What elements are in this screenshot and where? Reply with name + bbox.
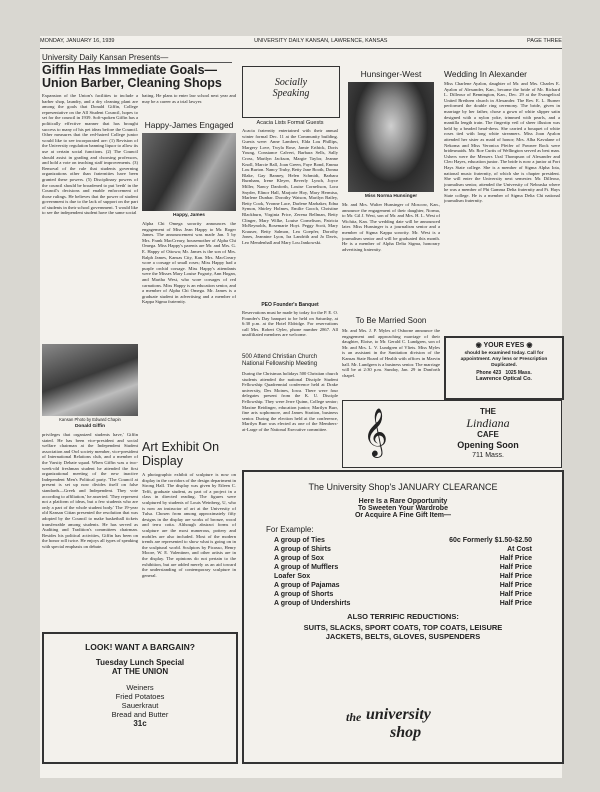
header-paper: UNIVERSITY DAILY KANSAN, LAWRENCE, KANSAS (254, 38, 388, 44)
header-page: PAGE THREE (527, 38, 562, 44)
lindiana-opening: Opening Soon (457, 440, 519, 450)
presents-banner: University Daily Kansan Presents— (42, 53, 232, 63)
clearance-ad (242, 470, 564, 764)
clearance-sub3: Or Acquire A Fine Gift Item— (354, 512, 452, 519)
hunsinger-headline: Hunsinger-West (360, 69, 422, 79)
newspaper-page (40, 36, 562, 778)
clearance-reductions-2: JACKETS, BELTS, GLOVES, SUSPENDERS (325, 632, 481, 641)
clearance-title: The University Shop's JANUARY CLEARANCE (308, 482, 498, 492)
page-header (40, 38, 562, 49)
bargain-price: 31c (133, 719, 147, 728)
clearance-item: A group of Ties 60c Formerly $1.50-$2.50 (274, 537, 532, 544)
clearance-also: ALSO TERRIFIC REDUCTIONS: (347, 612, 459, 621)
eyes-line4: Lawrence Optical Co. (476, 376, 532, 383)
bargain-item-4: Bread and Butter (111, 710, 169, 719)
eyes-ad (444, 336, 564, 400)
hunsinger-caption: Miss Norma Hunsinger (364, 194, 418, 199)
logo-shop: shop (390, 724, 422, 741)
lindiana-cafe: CAFE (477, 430, 499, 439)
art-headline: Art Exhibit On Display (142, 440, 220, 468)
eyes-title: ◉ YOUR EYES ◉ (475, 342, 533, 349)
logo-the: the (346, 710, 362, 724)
society-body1: Acacia fraternity entertained with their annual winter formal Dec. 11 at the Community building. Guests were: Anne Lambert, Elda Lou Phillips, Margery Love, Twyla Rose, Jamie Erthick, Doris Young, Constance Calvert, Barbara Sells, Sally Cross, Marilyn Jackson, Margie Taylor, Jeanne Knoll, Marcie Ball, Joan Green, Faye Bond, Emma Lou Burton. Nancy Truby, Betty Jane Booth, Donna Blake, Gay Banney, Helen Schmidt, Barbara Burnham, Irene Kleyer, Beverly Lynch, Joyce Miller, Nancy Danforth, Louise Cornelison, Lora Snyder, Elinor Hall, Marjorie Hoy, Mary Hermisa, Marlene Dunbar. Dorothy Watson, Marilyn Bailey, Betty Cook, Yvonne Lace, Darlene Marbaker, Edna Symon, Shirley Holmes, Emilie Gooch, Christine Blackburn, Virginia Price, Zerena Bellman, Betty Clinger, Mary Wilke, Louise Cornelison, Patricia McReynolds, Rosemarie Hoyt. Peggy Scott, Mary Krauser, Betty Salmon, Lea Goepfer, Dorothy Jones, Jeannine Lyon, Ira Landrith and Jo Davis, Leo Mendenhall and Mary Lou Jankowski. (242, 128, 338, 245)
happy-caption: Happy, James (173, 213, 205, 218)
clearance-item: A group of Mufflers Half Price (274, 564, 532, 571)
bargain-ad (42, 632, 238, 764)
lindiana-address: 711 Mass. (472, 452, 504, 459)
eye-icon-right: ◉ (526, 342, 533, 349)
clearance-example: For Example: (266, 525, 314, 534)
clearance-reductions-1: SUITS, SLACKS, SPORT COATS, TOP COATS, LEISURE (303, 623, 503, 632)
lindiana-name: Lindiana (466, 416, 510, 430)
society-title-1: Socially (274, 77, 308, 88)
married-headline: To Be Married Soon (355, 316, 427, 325)
art-body: A photographic exhibit of sculpture is now on display in the corridors of the design department in Strong Hall. The display was given by Eileen C. Tefft, graduate student, as part of a project in a class in directed reading. The figures were sculptured by students of Louis Weinberg, U, who is now an instructor of art at the University of Tulsa. Chosen from among approximately fifty designs in the display are works of bronze, wood and terra cotta. Although abstract forms of sculpture are the most numerous, pottery and mobiles are also included. Most of the modern trends are represented to show what is going on in the sculptural world. Sculptors by Picasso, Henry Moore, W. E. Valentiner, and other artists are in the display. The opinions do not pertain to the exhibition, but are added merely as an aid toward the understanding of contemporary sculpture in general. (142, 472, 236, 578)
hunsinger-photo (348, 82, 434, 192)
clearance-sub1: Here Is a Rare Opportunity (358, 498, 448, 505)
bargain-sub2: AT THE UNION (111, 667, 169, 676)
eyes-line1: should be examined today. Call for appointment. Any lens or Prescription Duplicated. (460, 351, 548, 368)
happy-body-top: bating. He plans to enter law school next year and may be a career as a trial lawyer. (142, 93, 236, 104)
giffin-headline: Giffin Has Immediate Goals—Union Barber, Cleaning Shops (42, 63, 222, 90)
eye-icon: ◉ (475, 342, 482, 349)
music-clef-icon: 𝄞 (363, 410, 388, 456)
university-shop-logo (344, 704, 462, 750)
clearance-sub2: To Sweeten Your Wardrobe (358, 505, 448, 512)
married-body: Mr. and Mrs. J. P. Myles of Osborne announce the engagement and approaching marriage of their daughter, Eloise, to Mr. Gerald C. Lundgren, son of Mr. and Mrs. L. V. Lundgren of Vliets. Miss Myles is an assistant in the Sanitation division of the Kansas State Board of Health with offices in Marvin hall. Mr. Lundgren is a business senior. The marriage will be at 2:30 p.m. Sunday, Jan. 29 in Danforth chapel. (342, 328, 440, 378)
clearance-item: A group of Sox Half Price (274, 555, 532, 562)
giffin-body-2: privileges that organized students have,' Giffin stated. He has been vice-president and social welfare chairman at the Independent Student association and Owl society member, vice-president of International Relations club, and a member of the Varsity Debate squad. When Giffin was a two-week-old freshman student he attended the first organizational meeting of the new inactive Independent Men's Political party. 'The Council at present is set up now divides itself on false standards—Greek and Independent. They vote according to affiliation,' he asserted. 'They represent not a platform of ideas, but a few students who are only a part of the whole student body.' The 19-year old Kansan Citian presented the resolution that was adopted by the Council to make basketball tickets transferrable among students. He has served as Auditing and Tradition's committees chairman. Besides his political activities, Giffin has been on the honor roll twice. He enjoys all types of speaking with special emphasis on debate. (42, 432, 138, 549)
happy-headline: Happy-James Engaged (144, 120, 234, 130)
giffin-photo (42, 344, 138, 416)
wedding-body: Miss Charlene Ayalon, daughter of Mr. and Mrs. Charles E. Ayalon of Alexander, Kan., became the bride of Mr. Richard L. Dilleour of Bennington, Kan., Dec. 29 at the Evangelical United Brethren church in Alexander. The Rev. E. L. Burner performed the double ring ceremony. The bride, given in marriage by her father, chose a gown of white slipper satin designed with a nylon yoke, trimmed with pearls, and a mantilla length train. The fingertip veil of sheer illusion was held by a beaded head-dress. She carried a bouquet of white roses tied with long white streamers. Miss Joan Ayalon attended her sister as maid of honor; Mrs. Alba Kavalane of Nekoma and Miss Veronica Pfeifer of Pawnee Rock were bridesmaids. Mr. Roe Curtis of Wellington served as best man. Ushers were the Messers Ural Thompson of Alexander and Cleo Hayes, education junior. The bride is now a junior at Fort Hays State college. She is a member of Sigma Alpha Iota, national music fraternity, of which she is chapter president. She will enter the University next semester. Mr. Dilleour, journalism senior, attended the University of Nebraska where he was a member of Phi Gamma Delta fraternity and Ft. Hays State college. He is a member of Sigma Delta Chi national journalism fraternity. (444, 81, 560, 204)
clearance-item: A group of Shirts At Cost (274, 546, 532, 553)
society-sub3: 500 Attend Christian Church National Fellowship Meeting (242, 354, 318, 367)
giffin-photo-credit: Kansan Photo by Edward Chapin (59, 417, 121, 422)
bargain-item-2: Fried Potatoes (115, 692, 165, 701)
bargain-item-1: Weiners (126, 683, 154, 692)
eyes-line2: Phone 423 1025 Mass. (476, 370, 532, 377)
bargain-sub1: Tuesday Lunch Special (95, 658, 185, 667)
society-sub1: Acacia Lists Formal Guests (256, 120, 324, 126)
society-masthead (242, 66, 340, 118)
giffin-photo-name: Donald Giffin (74, 424, 106, 429)
clearance-item: A group of Pajamas Half Price (274, 582, 532, 589)
clearance-items (274, 536, 532, 608)
header-date: MONDAY, JANUARY 16, 1939 (40, 38, 115, 44)
happy-body: Alpha Chi Omega sorority announces the engagement of Miss Jean Happy to Mr. Roger James. The announcement was made Jan. 5 by Mrs. Frank MacCreary, housemother of Alpha Chi Omega. Miss Happy's parents are Mr. and Mrs. G. E. Happy of Ottowa; Mr. James is the son of Mrs. Ralph James, Kansas City, Kan. Mrs. MacCreary wore a corsage of small roses; Miss Happy had a purple orchid corsage. Miss Happy's attendants were the Misses Mary Louise Fogarty, Ann Hogan, and Martha West, who wore corsages of red carnations. Miss Happy is an education senior, and a member of Alpha Chi Omega. Mr. James is a graduate student in advertising and a member of Kappa Sigma fraternity. (142, 221, 236, 305)
bargain-item-3: Sauerkraut (121, 701, 159, 710)
society-sub2: PEO Founder's Banquet (261, 302, 319, 308)
bargain-title: LOOK! WANT A BARGAIN? (85, 642, 195, 652)
lindiana-ad (342, 400, 562, 468)
logo-university: university (366, 706, 431, 723)
lindiana-the: THE (480, 407, 496, 416)
hunsinger-body: Mr. and Mrs. Walter Hunsinger of Moscow, Kan., announce the engagement of their daughter, Norma, to Mr. Gil J. West, son of Mr. and Mrs. H. L. West of Wichita, Kan. The wedding date will be announced later. Miss Hunsinger is a journalism senior and a member of Sigma Kappa sorority. Mr. West is a journalism senior and will be graduated this month. He is a member of Alpha Delta Sigma, honorary advertising fraternity. (342, 202, 440, 252)
clearance-item: Loafer Sox Half Price (274, 573, 532, 580)
society-body2: Reservations must be made by today for the P. E. O. Founder's Day banquet to be held on Saturday, at 6:30 p.m. at the Hotel Eldridge. For reservations call Mrs. Robert Oyler, phone number 2867. All unaffiliated members are welcome. (242, 310, 338, 338)
society-body3: During the Christmas holidays 500 Christian church students attended the national Disciple Student Fellowship Quadrennial conference held at Drake university, Des Moines, Iowa. There were four delegates present from the K. U. Disciple Fellowship. They were Jerre Quinn, College senior; Maxine Reidinger, education junior; Marilyn Burr, fine arts sophomore, and James Stratton, business senior. During the election held at the conference, Marilyn Burr was elected as one of the Members-at-Large of the National Executive committee. (242, 371, 338, 432)
giffin-body-1: Expansion of the Union's facilities to include a barber shop, laundry, and a dry cleaning plant are among the goals that Donald Giffin, College representative on the All Student Council, hopes to set for the council in 1939. Soft-spoken Giffin has a politically effective manner that has brought success to many of his pet ideas before the Council. Other measures that the red-haired College junior would like to see incorporated are: (1) Revision of the University regulation banning liquor to allow its use at certain social functions. (2) The Council should assist in grading and choosing professors, and hold a vote on teaching staff improvements. (3) Removal of the rule that students governing organizations other than fraternities have been granted these powers. (5) Disciplinary powers of the council should be broadened to put 'teeth' in the Council's decisions and enable enforcement of those rulings. He believes that the power of student government is due to the lack of support on the part of students in their school government. 'I would like to see the independent student have the same social (42, 93, 138, 216)
wedding-headline: Wedding In Alexander (444, 69, 528, 79)
clearance-item: A group of Undershirts Half Price (274, 600, 532, 607)
happy-photo (142, 133, 236, 211)
society-title-2: Speaking (272, 88, 310, 99)
clearance-item: A group of Shorts Half Price (274, 591, 532, 598)
